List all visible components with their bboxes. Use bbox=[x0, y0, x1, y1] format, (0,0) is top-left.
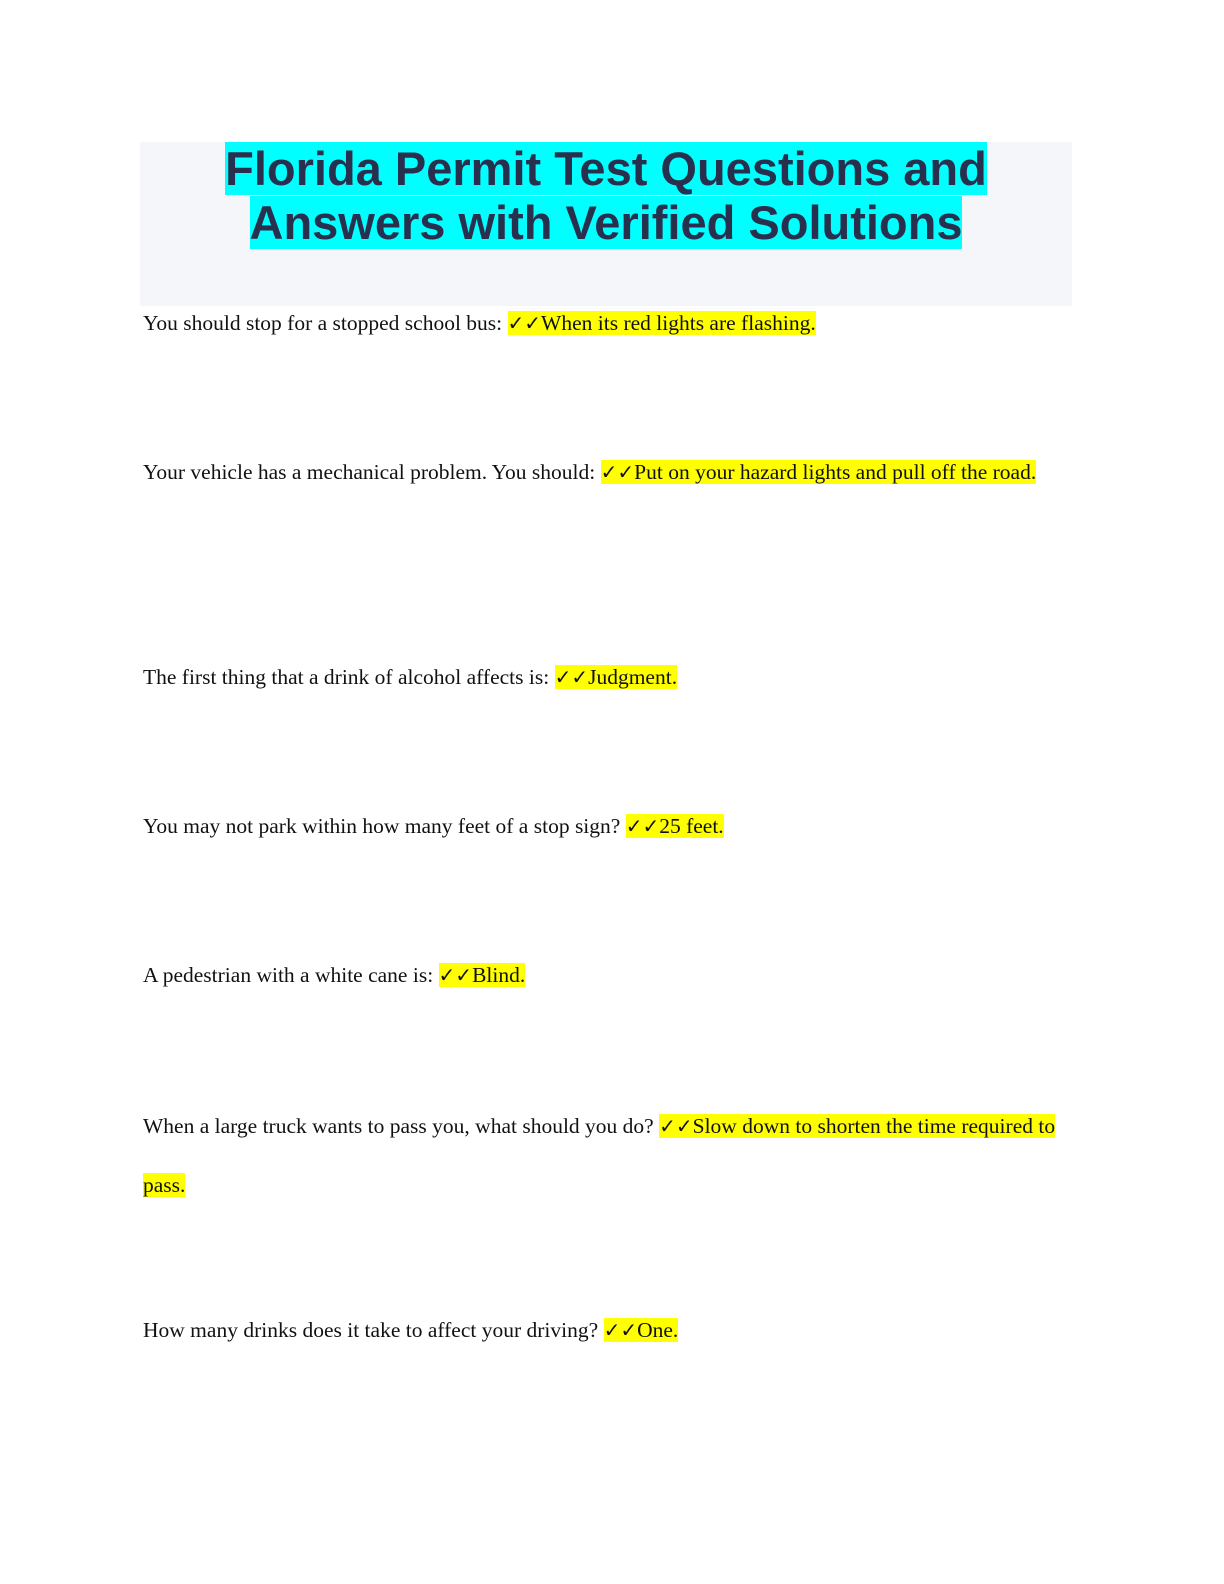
question-text: A pedestrian with a white cane is: bbox=[143, 963, 439, 987]
title-block bbox=[140, 142, 1072, 250]
answer-highlight bbox=[555, 665, 678, 689]
answer-highlight bbox=[439, 963, 526, 987]
qa-item-6 bbox=[143, 1097, 1063, 1215]
question-text: When a large truck wants to pass you, what should you do? bbox=[143, 1114, 660, 1138]
double-check-icon: ✓✓ bbox=[603, 1318, 638, 1342]
question-text: How many drinks does it take to affect your driving? bbox=[143, 1318, 604, 1342]
answer-text: Put on your hazard lights and pull off the road. bbox=[634, 460, 1037, 484]
double-check-icon: ✓✓ bbox=[625, 814, 660, 838]
qa-item-2 bbox=[143, 443, 1063, 502]
question-text: The first thing that a drink of alcohol affects is: bbox=[143, 665, 555, 689]
answer-highlight bbox=[601, 460, 1037, 484]
answer-text: 25 feet. bbox=[659, 814, 724, 838]
double-check-icon: ✓✓ bbox=[600, 460, 635, 484]
question-text: You may not park within how many feet of a stop sign? bbox=[143, 814, 626, 838]
answer-text: Judgment. bbox=[588, 665, 678, 689]
double-check-icon: ✓✓ bbox=[659, 1114, 693, 1138]
qa-item-7 bbox=[143, 1301, 1063, 1360]
question-text: Your vehicle has a mechanical problem. You should: bbox=[143, 460, 601, 484]
answer-text: When its red lights are flashing. bbox=[541, 311, 816, 335]
title-line-1: Florida Permit Test Questions and bbox=[225, 142, 987, 195]
double-check-icon: ✓✓ bbox=[554, 665, 589, 689]
double-check-icon: ✓✓ bbox=[507, 311, 542, 335]
qa-item-1 bbox=[143, 294, 1063, 353]
title-line-2: Answers with Verified Solutions bbox=[249, 196, 963, 249]
answer-text: Slow down to shorten the time required to pass. bbox=[143, 1114, 1056, 1197]
answer-highlight bbox=[604, 1318, 679, 1342]
answer-text: One. bbox=[637, 1318, 679, 1342]
answer-highlight bbox=[508, 311, 816, 335]
double-check-icon: ✓✓ bbox=[438, 963, 473, 987]
qa-item-3 bbox=[143, 648, 1063, 707]
qa-item-4 bbox=[143, 797, 1063, 856]
qa-item-5 bbox=[143, 946, 1063, 1005]
answer-text: Blind. bbox=[472, 963, 526, 987]
page-title bbox=[140, 142, 1072, 250]
question-text: You should stop for a stopped school bus: bbox=[143, 311, 508, 335]
answer-highlight bbox=[626, 814, 724, 838]
